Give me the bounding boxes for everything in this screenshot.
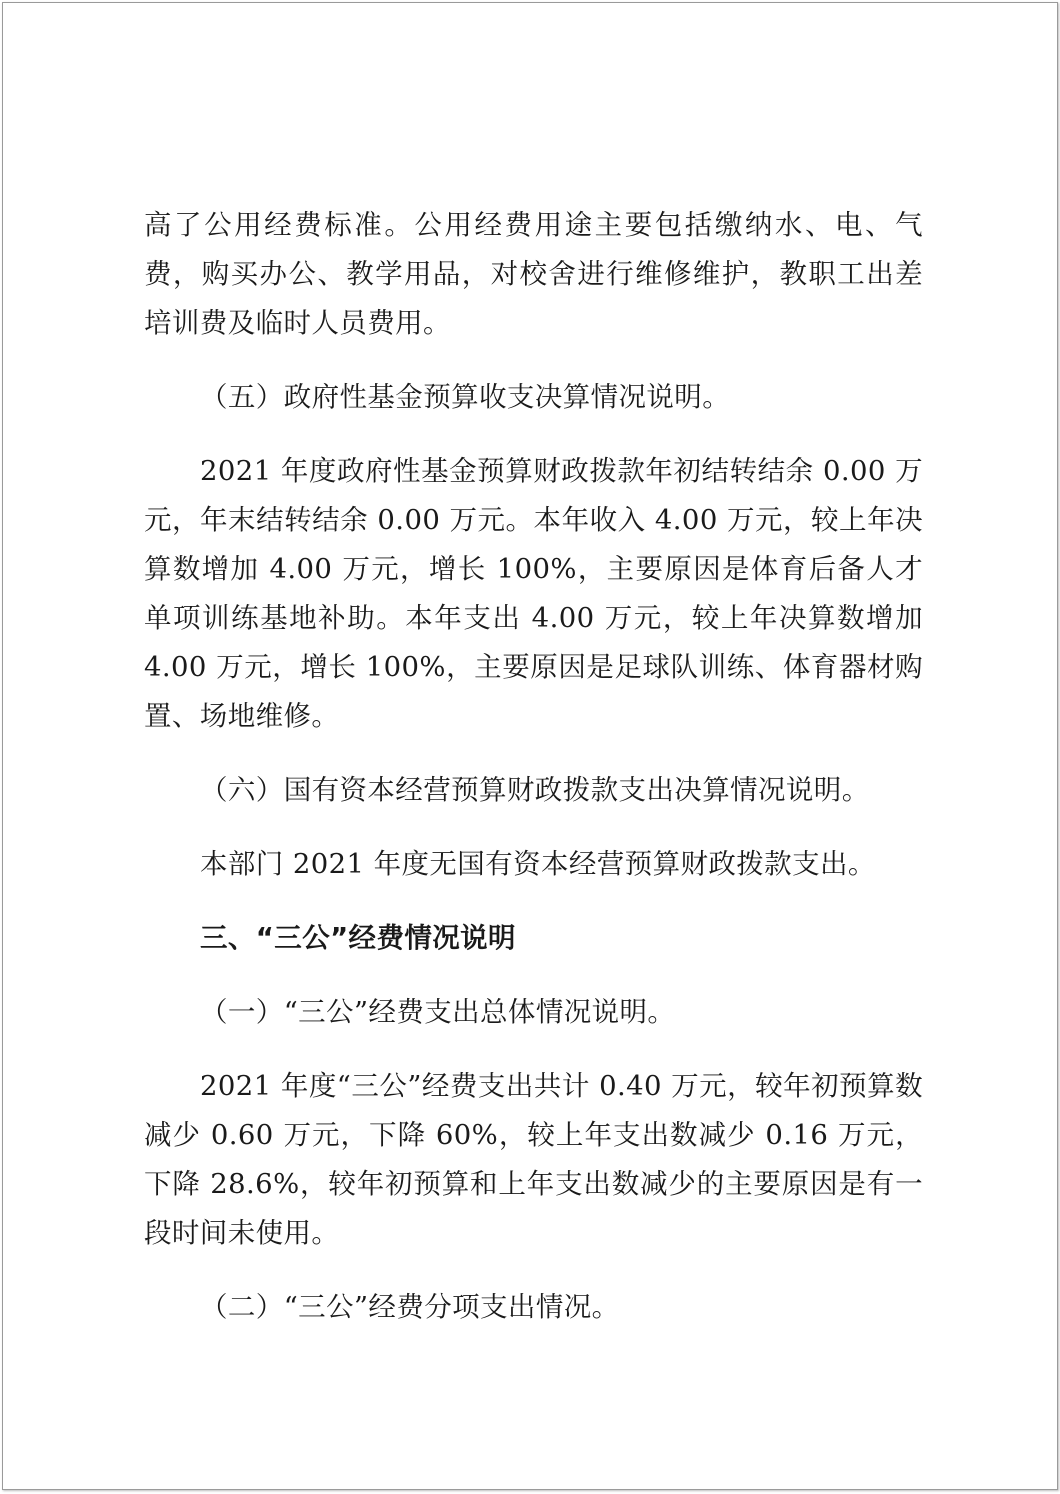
paragraph-public-expense-usage: 高了公用经费标准。公用经费用途主要包括缴纳水、电、气费，购买办公、教学用品，对校舍进行维修维护，教职工出差培训费及临时人员费用。 [144,209,923,339]
document-page [2,2,1058,1490]
heading-three-public-itemized: （二）“三公”经费分项支出情况。 [200,1291,620,1323]
heading-three-public-overall: （一）“三公”经费支出总体情况说明。 [200,996,676,1028]
paragraph-government-fund-details: 2021 年度政府性基金预算财政拨款年初结转结余 0.00 万元，年末结转结余 0.00 万元。本年收入 4.00 万元，较上年决算数增加 4.00 万元，增长 100%，主要原因是体育后备人才单项训练基地补助。本年支出 4.00 万元，较上年决算数增加 4.00 万元，增长 100%，主要原因是足球队训练、体育器材购置、场地维修。 [144,455,923,732]
heading-state-capital-budget: （六）国有资本经营预算财政拨款支出决算情况说明。 [200,774,870,806]
paragraph-state-capital-details: 本部门 2021 年度无国有资本经营预算财政拨款支出。 [200,848,876,880]
heading-government-fund-budget: （五）政府性基金预算收支决算情况说明。 [200,381,731,413]
paragraph-three-public-overall-details: 2021 年度“三公”经费支出共计 0.40 万元，较年初预算数减少 0.60 万元，下降 60%，较上年支出数减少 0.16 万元，下降 28.6%，较年初预算和上年支出数减少的主要原因是有一段时间未使用。 [144,1070,923,1249]
section-heading-three-public-expenses: 三、“三公”经费情况说明 [200,922,516,954]
document-body [144,201,923,1332]
